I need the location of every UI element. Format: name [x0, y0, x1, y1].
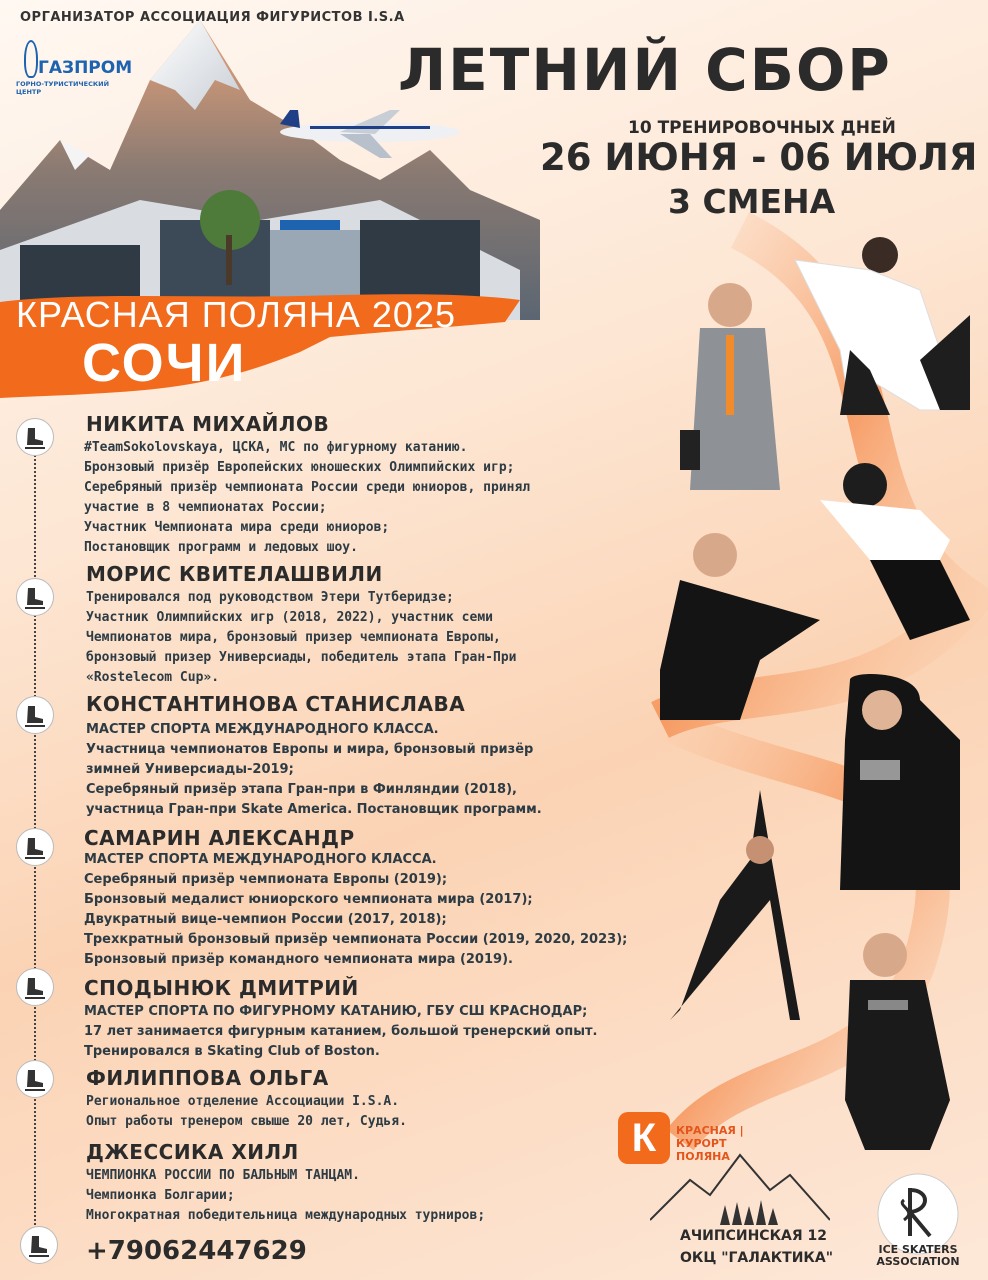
- bio-line: Бронзовый медалист юниорского чемпионата мира (2017);: [84, 892, 533, 907]
- bio-line: Тренировался в Skating Club of Boston.: [84, 1044, 380, 1059]
- kp-line2: ПОЛЯНА: [676, 1150, 730, 1163]
- bio-line: Региональное отделение Ассоциации I.S.A.: [86, 1094, 400, 1109]
- bio-line: Двукратный вице-чемпион России (2017, 2018);: [84, 912, 447, 927]
- isa-text-2: ASSOCIATION: [876, 1255, 960, 1268]
- organizer-text: ОРГАНИЗАТОР АССОЦИАЦИЯ ФИГУРИСТОВ I.S.A: [20, 10, 405, 25]
- coach-name: КОНСТАНТИНОВА СТАНИСЛАВА: [86, 692, 466, 716]
- bio-line: ЧЕМПИОНКА РОССИИ ПО БАЛЬНЫМ ТАНЦАМ.: [86, 1168, 360, 1183]
- bio-line: Серебряный призёр чемпионата Европы (2019);: [84, 872, 448, 887]
- coach-bio: [84, 1002, 597, 1062]
- shift-label: 3 СМЕНА: [668, 182, 836, 221]
- bio-line: Многократная победительница международных турниров;: [86, 1208, 486, 1223]
- skate-icon: [16, 1060, 54, 1098]
- coach-bio: [84, 850, 627, 970]
- bio-line: МАСТЕР СПОРТА ПО ФИГУРНОМУ КАТАНИЮ, ГБУ СШ КРАСНОДАР;: [84, 1004, 588, 1019]
- bio-line: Чемпионатов мира, бронзовый призер чемпионата Европы,: [86, 630, 501, 645]
- bio-line: Трехкратный бронзовый призёр чемпионата России (2019, 2020, 2023);: [84, 932, 628, 947]
- bio-line: Бронзовый призёр Европейских юношеских Олимпийских игр;: [84, 460, 515, 475]
- athlete-photo-6: [670, 790, 800, 1020]
- bio-line: Опыт работы тренером свыше 20 лет, Судья.: [86, 1114, 407, 1129]
- athlete-photo-2: [680, 283, 780, 490]
- athlete-photo-5: [840, 674, 960, 890]
- bio-line: 17 лет занимается фигурным катанием, большой тренерский опыт.: [84, 1024, 598, 1039]
- coach-bio: [84, 438, 530, 558]
- coach-name: НИКИТА МИХАЙЛОВ: [86, 412, 330, 436]
- gazprom-name: ГАЗПРОМ: [38, 58, 133, 78]
- gazprom-logo: [16, 36, 133, 96]
- bio-line: участие в 8 чемпионатах России;: [84, 500, 327, 515]
- flame-icon: [24, 40, 38, 78]
- bio-line: бронзовый призер Универсиады, победитель этапа Гран-При: [86, 650, 517, 665]
- kp-line1: КРАСНАЯ: [676, 1124, 736, 1137]
- bio-line: Серебряный призёр чемпионата России среди юниоров, принял: [84, 480, 531, 495]
- skate-icon: [16, 418, 54, 456]
- coach-bio: [86, 588, 516, 688]
- bio-line: участница Гран-при Skate America. Постановщик программ.: [86, 802, 542, 817]
- place-line-2: СОЧИ: [82, 333, 247, 393]
- skate-icon: [20, 1226, 58, 1264]
- coach-bio: [86, 1166, 485, 1226]
- bio-line: Участник Олимпийских игр (2018, 2022), участник семи: [86, 610, 493, 625]
- bio-line: Серебряный призёр этапа Гран-при в Финляндии (2018),: [86, 782, 517, 797]
- coach-bio: [86, 1092, 407, 1132]
- bio-line: Тренировался под руководством Этери Тутберидзе;: [86, 590, 454, 605]
- coach-name: САМАРИН АЛЕКСАНДР: [84, 826, 355, 850]
- bio-line: Участница чемпионатов Европы и мира, бронзовый призёр: [86, 742, 534, 757]
- place-line-1: КРАСНАЯ ПОЛЯНА 2025: [16, 294, 456, 335]
- address-line-1: АЧИПСИНСКАЯ 12: [680, 1228, 827, 1244]
- phone-number[interactable]: +79062447629: [86, 1236, 307, 1266]
- bio-line: #TeamSokolovskaya, ЦСКА, МС по фигурному катанию.: [84, 440, 468, 455]
- coach-bio: [86, 720, 542, 820]
- isa-text-1: ICE SKATERS: [878, 1243, 958, 1256]
- page-title: ЛЕТНИЙ СБОР: [398, 36, 892, 104]
- gazprom-subtitle: ГОРНО-ТУРИСТИЧЕСКИЙ ЦЕНТР: [16, 80, 110, 96]
- bio-line: Постановщик программ и ледовых шоу.: [84, 540, 358, 555]
- skate-icon: [16, 968, 54, 1006]
- isa-logo-text: [872, 1244, 964, 1268]
- coach-name: ДЖЕССИКА ХИЛЛ: [86, 1140, 299, 1164]
- bio-line: зимней Универсиады-2019;: [86, 762, 294, 777]
- event-dates: 26 ИЮНЯ - 06 ИЮЛЯ: [540, 136, 978, 179]
- bio-line: МАСТЕР СПОРТА МЕЖДУНАРОДНОГО КЛАССА.: [84, 852, 437, 867]
- coach-name: ФИЛИППОВА ОЛЬГА: [86, 1066, 329, 1090]
- skate-icon: [16, 828, 54, 866]
- bio-line: Чемпионка Болгарии;: [86, 1188, 235, 1203]
- skate-icon: [16, 696, 54, 734]
- coach-name: МОРИС КВИТЕЛАШВИЛИ: [86, 562, 383, 586]
- bio-line: «Rostelecom Cup».: [86, 670, 220, 685]
- skate-icon: [16, 578, 54, 616]
- mountains-icon: [650, 1150, 830, 1230]
- kp-letter: К: [618, 1112, 670, 1164]
- athletes-photo-collage: [620, 200, 988, 1160]
- bio-line: МАСТЕР СПОРТА МЕЖДУНАРОДНОГО КЛАССА.: [86, 722, 439, 737]
- bio-line: Бронзовый призёр командного чемпионата мира (2019).: [84, 952, 513, 967]
- bio-line: Участник Чемпионата мира среди юниоров;: [84, 520, 390, 535]
- training-days: 10 ТРЕНИРОВОЧНЫХ ДНЕЙ: [628, 118, 896, 138]
- coach-name: СПОДЫНЮК ДМИТРИЙ: [84, 976, 359, 1000]
- kp-text: КРАСНАЯ | КУРОРТ ПОЛЯНА: [676, 1124, 744, 1163]
- address-line-2: ОКЦ "ГАЛАКТИКА": [680, 1250, 834, 1266]
- kp-suffix: КУРОРТ: [676, 1137, 727, 1150]
